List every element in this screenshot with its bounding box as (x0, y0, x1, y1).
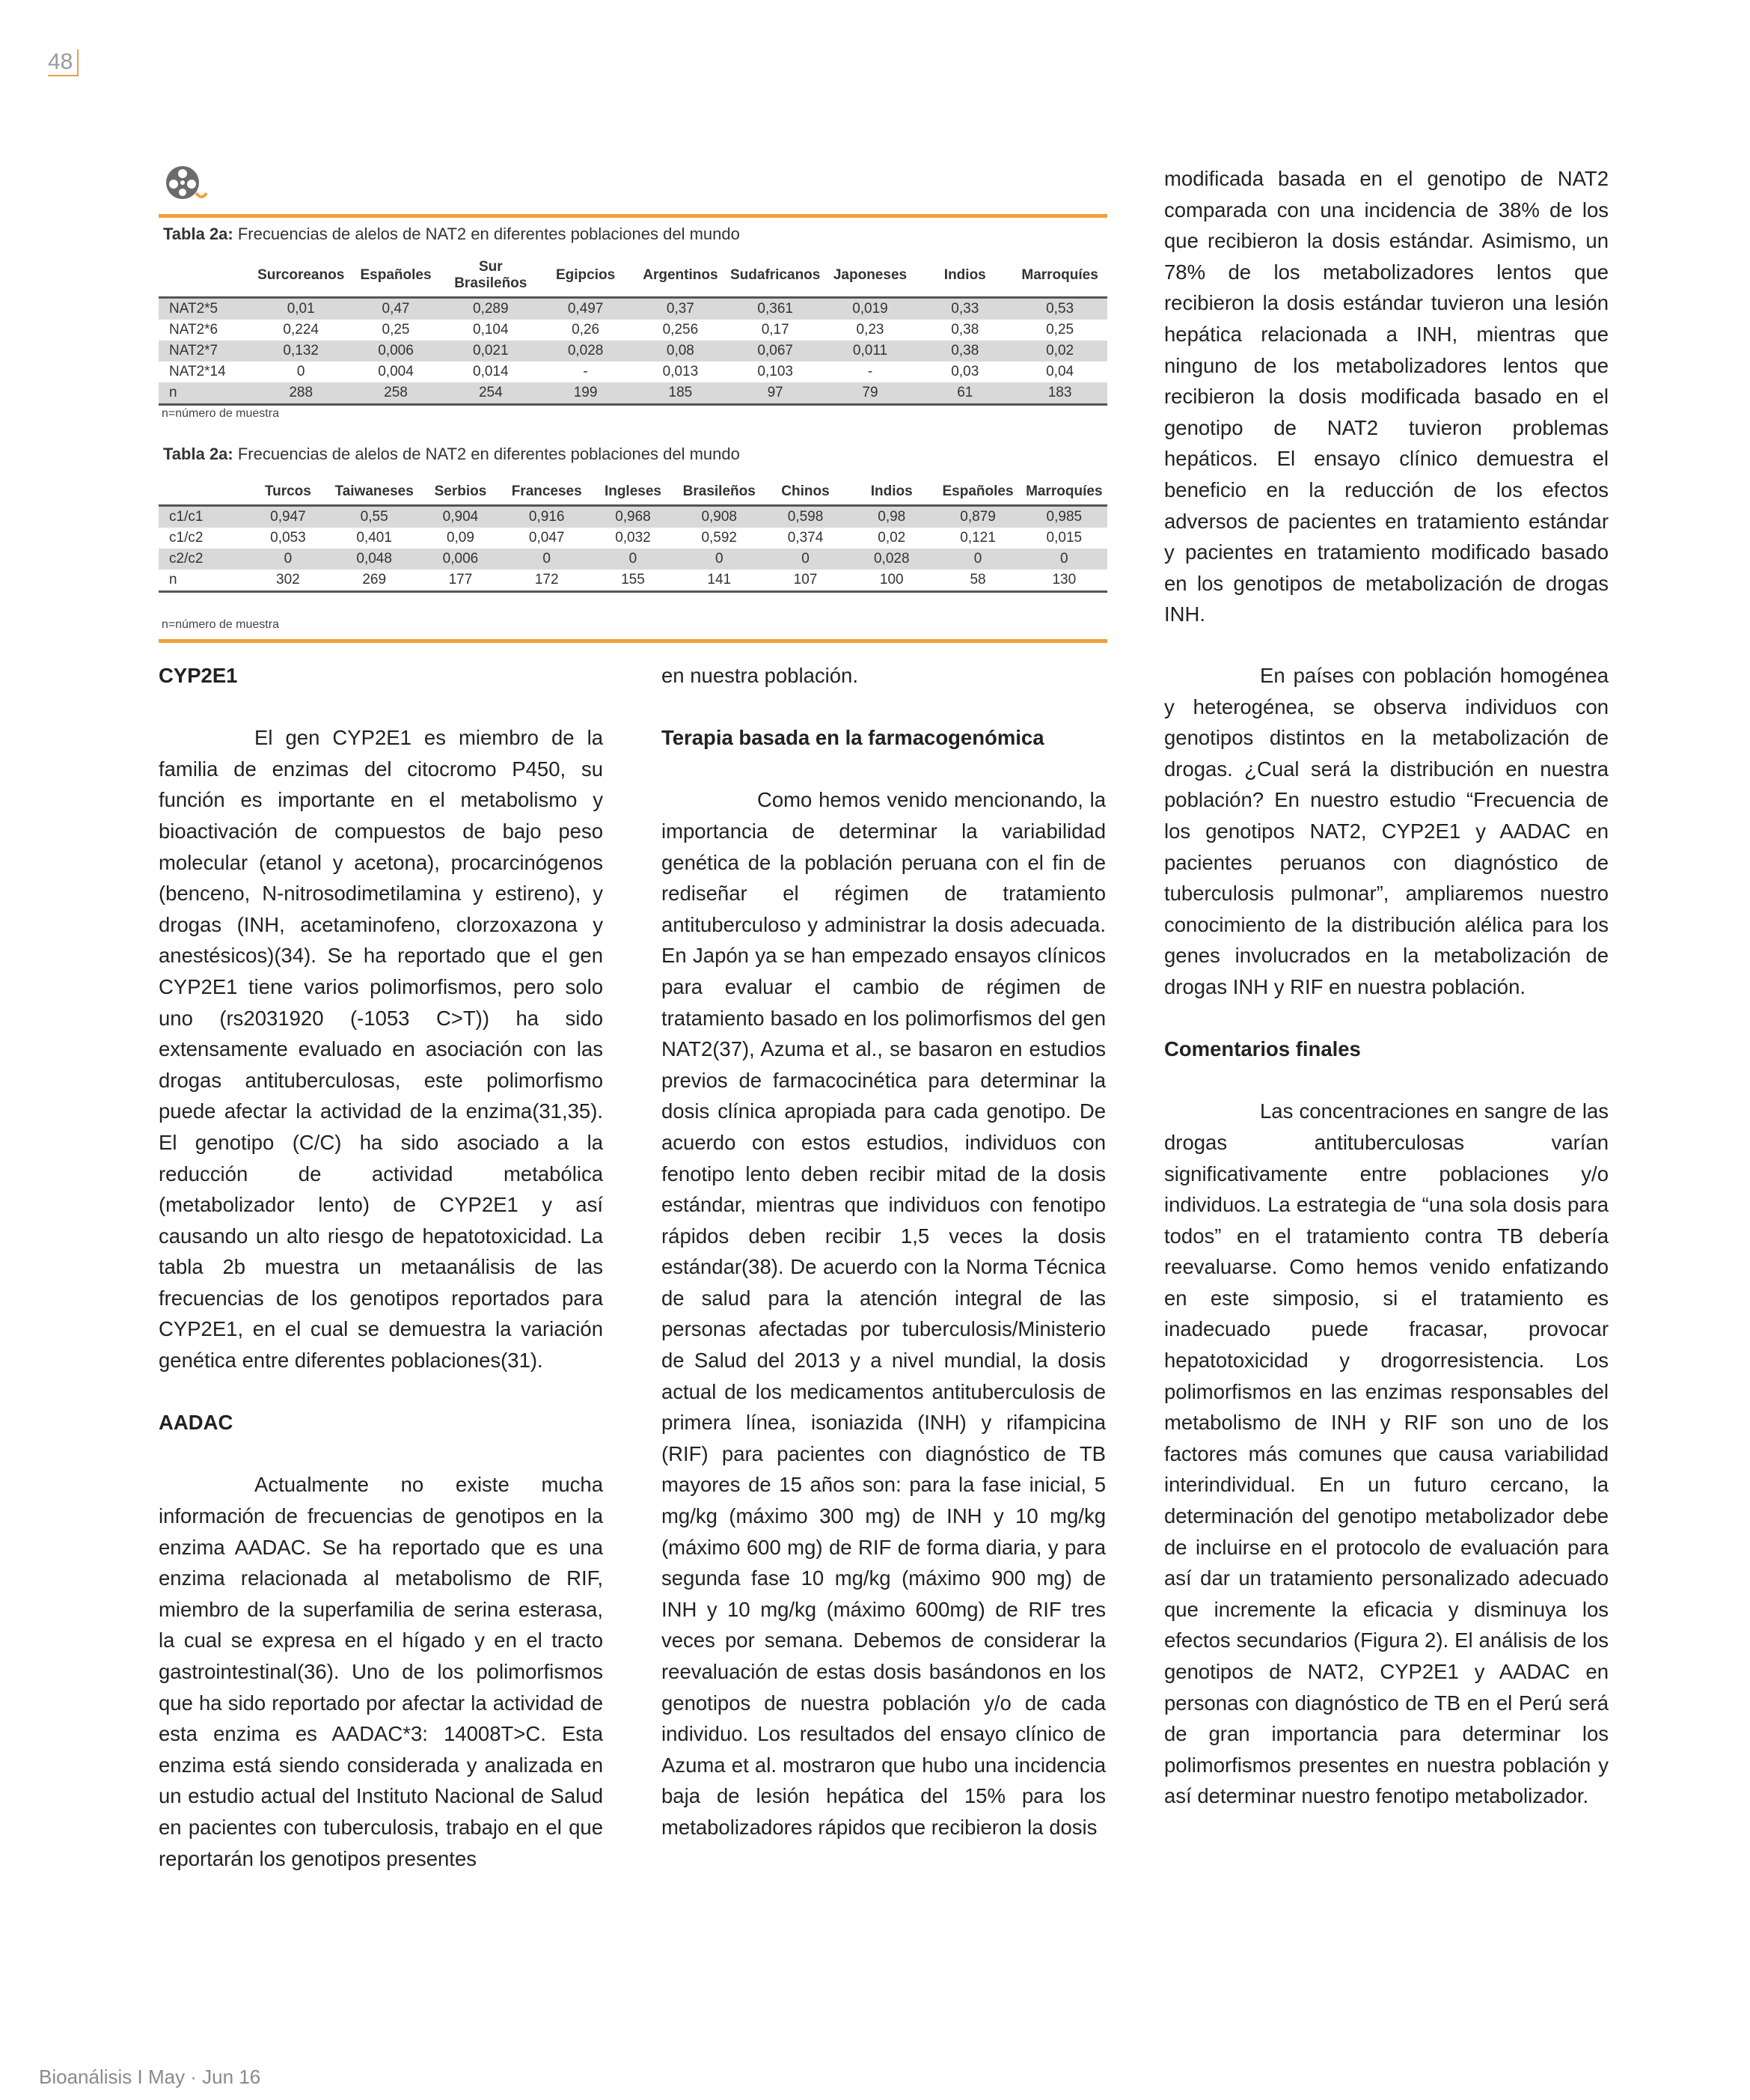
table-cell: 0,08 (633, 341, 728, 361)
table-cell: 155 (590, 570, 676, 592)
column-header: Españoles (934, 480, 1021, 506)
table-cell: 183 (1012, 382, 1107, 405)
table-cell: 185 (633, 382, 728, 405)
table-cell: 0,985 (1021, 506, 1107, 528)
column-3-top (1164, 163, 1609, 630)
table-row (159, 549, 1107, 570)
table-cell: 0 (590, 549, 676, 570)
column-header: Egipcios (538, 256, 633, 298)
table-cell: 0,37 (633, 298, 728, 320)
table-cell: 0,04 (1046, 364, 1074, 379)
table-cell: 177 (417, 570, 504, 592)
table-cell: 0,09 (446, 530, 474, 546)
column-header: Taiwaneses (331, 480, 417, 506)
final-comments-body: Las concentraciones en sangre de las drogas antituberculosas varían significativamente entre poblaciones y/o individuos. La estrategia de “una sola dosis para todos” en el tratamiento contra TB debería reevaluarse. Como hemos venido enfatizando en este simposio, si el tratamiento es inadecuado puede fracasar, provocar hepatotoxicidad y drogorresistencia. Los polimorfismos en las enzimas responsables del metabolismo de INH y RIF son uno de los factores más comunes que causa variabilidad interindividual. En un futuro cercano, la determinación del genotipo metabolizador debe de incluirse en el protocolo de evaluación para así dar un tratamiento personalizado adecuado que incremente la eficacia y disminuya los efectos secundarios (Figura 2). El análisis de los genotipos de NAT2, CYP2E1 y AADAC en personas con diagnóstico de TB en el Perú será de gran importancia para determinar los polimorfismos presentes en nuestra población y así determinar nuestro fenotipo metabolizador. (1164, 1099, 1609, 1808)
table-cell: 0,019 (823, 298, 918, 320)
table-a-title (163, 225, 740, 244)
table-b-note: n=número de muestra (162, 618, 279, 631)
table-cell: 254 (443, 382, 538, 405)
table-cell: 302 (245, 570, 331, 592)
row-label: NAT2*14 (169, 364, 226, 379)
table-cell: 0,25 (382, 322, 410, 338)
table-cell: 0,53 (1012, 298, 1107, 320)
table-cell: 0,374 (787, 530, 824, 546)
table-cell: - (583, 364, 588, 379)
table-b (159, 480, 1107, 593)
table-cell: 0,401 (356, 530, 392, 546)
table-cell: 0,028 (538, 341, 633, 361)
table-cell: 0,02 (878, 530, 906, 546)
column-header: Marroquíes (1012, 256, 1107, 298)
table-cell: 0,132 (254, 341, 349, 361)
table-cell: 0,021 (443, 341, 538, 361)
table-cell: 0,592 (701, 530, 737, 546)
table-cell: 172 (504, 570, 590, 592)
table-cell: 258 (349, 382, 444, 405)
table-a-title-text: Frecuencias de alelos de NAT2 en diferentes poblaciones del mundo (233, 225, 740, 243)
row-label: c2/c2 (159, 549, 245, 570)
column-header: Turcos (245, 480, 331, 506)
column-header: Sudafricanos (728, 256, 823, 298)
table-cell: 0,053 (270, 530, 306, 546)
table-cell: 130 (1021, 570, 1107, 592)
table-cell: 0,33 (917, 298, 1012, 320)
table-cell: 0,38 (917, 341, 1012, 361)
column-header (159, 480, 245, 506)
column-1 (159, 660, 603, 1874)
table-row (159, 506, 1107, 528)
column-header: Indios (848, 480, 934, 506)
table-cell: 100 (848, 570, 934, 592)
table-cell: 141 (676, 570, 762, 592)
table-cell: 0,047 (528, 530, 565, 546)
table-cell: 0 (676, 549, 762, 570)
table-cell: 0,17 (761, 322, 789, 338)
table-cell: 288 (254, 382, 349, 405)
table-cell: 0 (934, 549, 1021, 570)
table-a-title-label: Tabla 2a: (163, 225, 233, 243)
table-cell: 0 (296, 364, 305, 379)
final-comments-heading: Comentarios finales (1164, 1037, 1361, 1061)
table-header-row (159, 256, 1107, 298)
page-number: 48 (48, 49, 79, 76)
table-cell: 0,013 (662, 364, 699, 379)
table-b-title-label: Tabla 2a: (163, 445, 233, 463)
row-label: n (159, 382, 254, 405)
table-cell: 0,004 (378, 364, 414, 379)
table-cell: 0,104 (473, 322, 509, 338)
table-cell: 199 (538, 382, 633, 405)
row-label: NAT2*5 (159, 298, 254, 320)
pharmacogenomics-heading: Terapia basada en la farmacogenómica (661, 726, 1044, 750)
table-cell: 0,103 (757, 364, 793, 379)
table-cell: 0,879 (934, 506, 1021, 528)
row-label: NAT2*7 (159, 341, 254, 361)
table-cell: 0,968 (590, 506, 676, 528)
table-cell: 0,015 (1046, 530, 1083, 546)
column-header: Serbios (417, 480, 504, 506)
column-3 (1164, 660, 1609, 1812)
table-cell: 58 (934, 570, 1021, 592)
column-header: Chinos (762, 480, 848, 506)
column-header: Indios (917, 256, 1012, 298)
table-header-row (159, 480, 1107, 506)
table-cell: 0,23 (856, 322, 884, 338)
column-header: Sur Brasileños (443, 256, 538, 298)
column-2 (661, 660, 1106, 1843)
table-cell: 0,014 (473, 364, 509, 379)
table-cell: 0,26 (572, 322, 600, 338)
table-cell: 0,032 (615, 530, 651, 546)
col3-continuation: modificada basada en el genotipo de NAT2 comparada con una incidencia de 38% de los que recibieron la dosis estándar. Asimismo, un 78% de los metabolizadores lentos que recibieron la dosis estándar tuvieron una lesión hepática relacionada a INH, mientras que ninguno de los metabolizadores lentos que recibieron la dosis modificada basado en el genotipo de NAT2 tuvieron problemas hepáticos. El ensayo clínico demuestra el beneficio en la reducción de los efectos adversos de pacientes en tratamiento estándar y pacientes en tratamiento modificado basado en los genotipos de metabolización de drogas INH. (1164, 167, 1609, 626)
table-cell: 0,55 (331, 506, 417, 528)
table-cell: 0,47 (349, 298, 444, 320)
table-row (159, 320, 1107, 341)
col2-continuation: en nuestra población. (661, 664, 858, 687)
table-cell: 0,006 (417, 549, 504, 570)
figure-top-rule (159, 214, 1107, 218)
footer: Bioanálisis I May · Jun 16 (39, 2066, 261, 2088)
column-header: Japoneses (823, 256, 918, 298)
table-cell: 0,908 (676, 506, 762, 528)
column-header: Argentinos (633, 256, 728, 298)
row-label: c1/c2 (169, 530, 204, 546)
table-cell: 0 (1021, 549, 1107, 570)
row-label: NAT2*6 (169, 322, 218, 338)
table-cell: 0,38 (951, 322, 979, 338)
cyp2e1-body: El gen CYP2E1 es miembro de la familia de enzimas del citocromo P450, su función es importante en el metabolismo y bioactivación de compuestos de bajo peso molecular (etanol y acetona), procarcinógenos (benceno, N-nitrosodimetilamina y estireno), y drogas (INH, acetaminofeno, clorzoxazona y anestésicos)(34). Se ha reportado que el gen CYP2E1 tiene varios polimorfismos, pero solo uno (rs2031920 (-1053 C>T)) ha sido extensamente evaluado en asociación con las drogas antituberculosas, este polimorfismo puede afectar la actividad de la enzima(31,35). El genotipo (C/C) ha sido asociado a la reducción de actividad metabólica (metabolizador lento) de CYP2E1 y así causando un alto riesgo de hepatotoxicidad. La tabla 2b muestra un metaanálisis de las frecuencias de los genotipos reportados para CYP2E1, en el cual se demuestra la variación genética entre diferentes poblaciones(31). (159, 726, 603, 1373)
row-label: c1/c1 (159, 506, 245, 528)
column-header: Franceses (504, 480, 590, 506)
table-row (159, 382, 1107, 405)
table-a-note: n=número de muestra (162, 407, 279, 420)
column-header: Surcoreanos (254, 256, 349, 298)
table-cell: - (867, 364, 873, 379)
row-label: n (159, 570, 245, 592)
table-cell: 0,048 (331, 549, 417, 570)
cyp2e1-heading: CYP2E1 (159, 664, 238, 687)
figure-bottom-rule (159, 639, 1107, 643)
table-row (159, 361, 1107, 382)
table-cell: 97 (728, 382, 823, 405)
table-cell: 0,916 (504, 506, 590, 528)
table-cell: 0,224 (283, 322, 319, 338)
aadac-heading: AADAC (159, 1411, 233, 1435)
table-a (159, 256, 1107, 406)
column-header: Brasileños (676, 480, 762, 506)
table-cell: 0,01 (254, 298, 349, 320)
table-cell: 0,006 (349, 341, 444, 361)
table-cell: 0,011 (823, 341, 918, 361)
table-figure (159, 160, 1107, 647)
table-cell: 0,904 (417, 506, 504, 528)
table-row (159, 528, 1107, 549)
film-reel-icon (163, 163, 208, 205)
aadac-body: Actualmente no existe mucha información de frecuencias de genotipos en la enzima AADAC. Se ha reportado que es una enzima relacionada al metabolismo de RIF, miembro de la superfamilia de serina esterasa, la cual se expresa en el hígado y en el tracto gastrointestinal(36). Uno de los polimorfismos que ha sido reportado por afectar la actividad de esta enzima es AADAC*3: 14008T>C. Esta enzima está siendo considerada y analizada en un estudio actual del Instituto Nacional de Salud en pacientes con tuberculosis, trabajo en el que reportarán los genotipos presentes (159, 1473, 603, 1870)
col3-paragraph-1: En países con población homogénea y heterogénea, se observa individuos con genotipos distintos en la metabolización de drogas. ¿Cual será la distribución en nuestra población? En nuestro estudio “Frecuencia de los genotipos NAT2, CYP2E1 y AADAC en pacientes peruanos con diagnóstico de tuberculosis pulmonar”, ampliaremos nuestro conocimiento de la distribución alélica para los genes involucrados en la metabolización de drogas INH y RIF en nuestra población. (1164, 664, 1609, 998)
table-cell: 0,289 (443, 298, 538, 320)
table-row (159, 298, 1107, 320)
table-cell: 107 (762, 570, 848, 592)
table-cell: 0,98 (848, 506, 934, 528)
table-cell: 0,02 (1012, 341, 1107, 361)
table-cell: 269 (331, 570, 417, 592)
table-b-title-text: Frecuencias de alelos de NAT2 en diferentes poblaciones del mundo (233, 445, 740, 463)
table-cell: 0 (762, 549, 848, 570)
table-cell: 0,947 (245, 506, 331, 528)
table-cell: 0,598 (762, 506, 848, 528)
column-header: Marroquíes (1021, 480, 1107, 506)
table-cell: 0 (504, 549, 590, 570)
table-cell: 61 (917, 382, 1012, 405)
column-header: Ingleses (590, 480, 676, 506)
table-cell: 0,256 (662, 322, 699, 338)
table-cell: 0,121 (960, 530, 996, 546)
table-cell: 0,03 (951, 364, 979, 379)
table-cell: 0,028 (848, 549, 934, 570)
table-cell: 0 (245, 549, 331, 570)
column-header: Españoles (349, 256, 444, 298)
table-row (159, 570, 1107, 592)
table-b-title (163, 445, 740, 464)
table-cell: 0,497 (538, 298, 633, 320)
table-row (159, 341, 1107, 361)
pharmacogenomics-body: Como hemos venido mencionando, la importancia de determinar la variabilidad genética de la población peruana con el fin de rediseñar el régimen de tratamiento antituberculoso y administrar la dosis adecuada. En Japón ya se han empezado ensayos clínicos para evaluar el cambio de régimen de tratamiento basado en los polimorfismos del gen NAT2(37), Azuma et al., se basaron en estudios previos de farmacocinética para determinar la dosis clínica apropiada para cada genotipo. De acuerdo con estos estudios, individuos con fenotipo lento deben recibir mitad de la dosis estándar, mientras que individuos con fenotipo rápidos deben recibir 1,5 veces la dosis estándar(38). De acuerdo con la Norma Técnica de salud para la atención integral de las personas afectadas por tuberculosis/Ministerio de Salud del 2013 y a nivel mundial, la dosis actual de los medicamentos antituberculosis de primera línea, isoniazida (INH) y rifampicina (RIF) para pacientes con diagnóstico de TB mayores de 15 años son: para la fase inicial, 5 mg/kg (máximo 300 mg) de INH y 10 mg/kg (máximo 600 mg) de RIF de forma diaria, y para segunda fase 10 mg/kg (máximo 900 mg) de INH y 10 mg/kg (máximo 600mg) de RIF tres veces por semana. Debemos de considerar la reevaluación de estas dosis basándonos en los genotipos de nuestra población y/o de cada individuo. Los resultados del ensayo clínico de Azuma et al. mostraron que hubo una incidencia baja de lesión hepática del 15% para los metabolizadores rápidos que recibieron la dosis (661, 788, 1106, 1839)
table-cell: 0,361 (728, 298, 823, 320)
column-header (159, 256, 254, 298)
table-cell: 79 (823, 382, 918, 405)
table-cell: 0,067 (728, 341, 823, 361)
table-cell: 0,25 (1046, 322, 1074, 338)
